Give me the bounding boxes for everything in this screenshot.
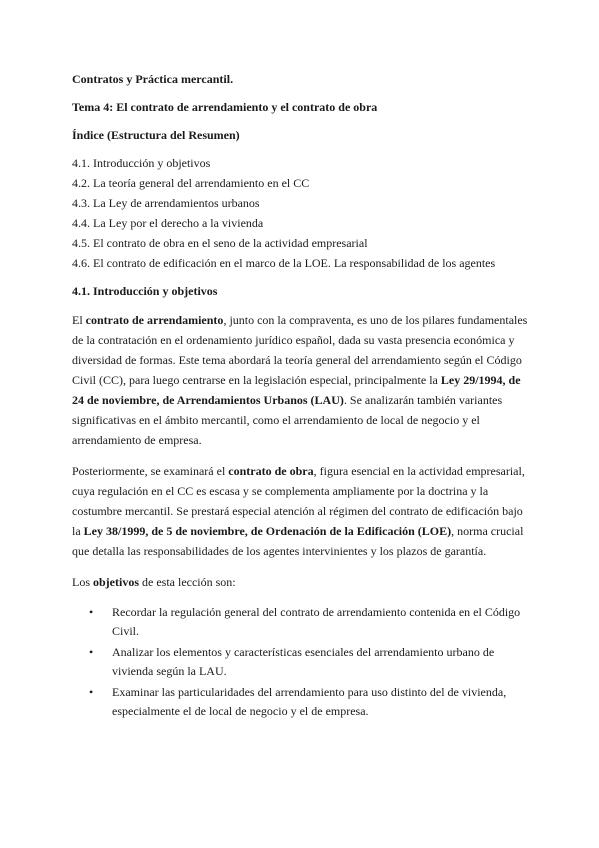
bullet-icon: • [89,685,94,699]
index-item: 4.4. La Ley por el derecho a la vivienda [72,216,264,230]
objective-item [72,643,532,681]
index-item: 4.3. La Ley de arrendamientos urbanos [72,196,260,210]
index-item: 4.1. Introducción y objetivos [72,156,211,170]
bold-term: contrato de arrendamiento [85,313,224,327]
section-heading: 4.1. Introducción y objetivos [72,284,218,298]
text-run: Posteriormente, se examinará el [72,464,229,478]
index-item: 4.2. La teoría general del arrendamiento en el CC [72,176,310,190]
index-list [72,154,532,273]
bold-term: objetivos [93,575,139,589]
objective-text: Analizar los elementos y características esenciales del arrendamiento urbano de vivienda según la LAU. [112,645,495,678]
objective-text: Recordar la regulación general del contrato de arrendamiento contenida en el Código Civil. [112,605,521,638]
bold-term: contrato de obra [228,464,314,478]
objective-item [72,683,532,721]
bold-term: Ley 29/1994, de 24 de noviembre, de Arrendamientos Urbanos (LAU) [72,373,521,407]
objectives-list [72,603,532,721]
objectives-intro [72,572,532,592]
objective-text: Examinar las particularidades del arrendamiento para uso distinto del de vivienda, especialmente el de local de negocio y el de empresa. [112,685,507,718]
text-run: . Se analizarán también variantes significativas en el ámbito mercantil, como el arrendamiento de local de negocio y el arrendamiento de empresa. [72,393,503,447]
course-title: Contratos y Práctica mercantil. [72,72,234,86]
objective-item [72,603,532,641]
obra-paragraph [72,461,532,561]
intro-paragraph [72,310,532,450]
bullet-icon: • [89,605,94,619]
index-item: 4.5. El contrato de obra en el seno de la actividad empresarial [72,236,368,250]
index-item: 4.6. El contrato de edificación en el marco de la LOE. La responsabilidad de los agentes [72,256,496,270]
text-run: Los [72,575,93,589]
topic-title: Tema 4: El contrato de arrendamiento y el contrato de obra [72,100,378,114]
text-run: de esta lección son: [139,575,236,589]
text-run: , norma crucial que detalla las responsabilidades de los agentes intervinientes y los plazos de garantía. [72,524,524,558]
bold-term: Ley 38/1999, de 5 de noviembre, de Ordenación de la Edificación (LOE) [83,524,452,538]
document-page [72,70,532,723]
text-run: El [72,313,86,327]
bullet-icon: • [89,645,94,659]
index-heading: Índice (Estructura del Resumen) [72,128,240,142]
text-run: , figura esencial en la actividad empresarial, cuya regulación en el CC es escasa y se complementa ampliamente por la doctrina y la costumbre mercantil. Se prestará especial atención al régimen del contrato de edificación bajo la [72,464,525,538]
text-run: , junto con la compraventa, es uno de los pilares fundamentales de la contratación en el ordenamiento jurídico español, dada su vasta presencia económica y diversidad de formas. Este tema abordará la teoría general del arrendamiento según el Código Civil (CC), para luego centrarse en la legislación especial, principalmente la [72,313,528,387]
